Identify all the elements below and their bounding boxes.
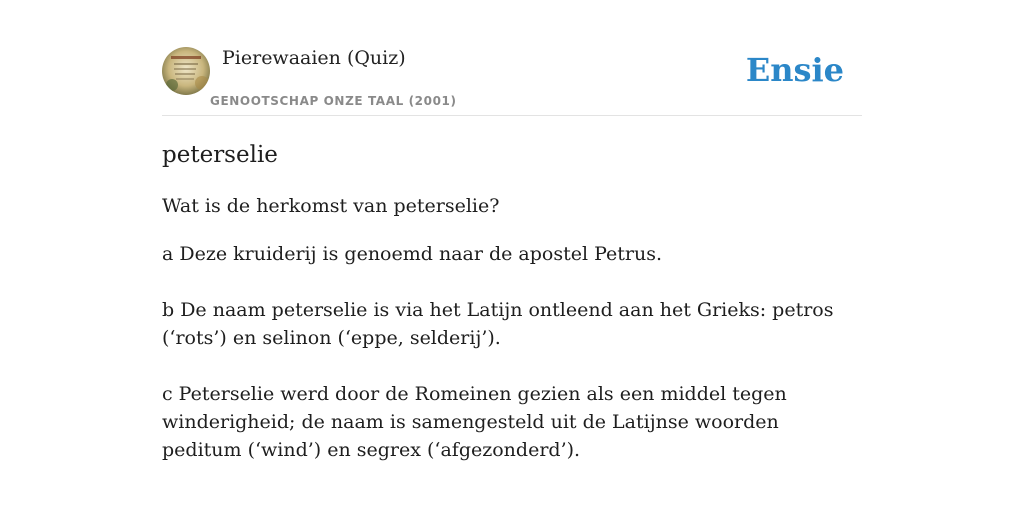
answer-option-c: c Peterselie werd door de Romeinen gezien als een middel tegen winderigheid; de naam is samengesteld uit de Latijnse woorden peditum (‘wind’) en segrex (‘afgezonderd’). [162, 383, 787, 461]
book-cover-icon [162, 47, 210, 95]
publisher-label: GENOOTSCHAP ONZE TAAL (2001) [210, 94, 457, 108]
answer-list [162, 240, 862, 492]
quiz-question: Wat is de herkomst van peterselie? [162, 195, 500, 217]
answer-option-a: a Deze kruiderij is genoemd naar de apostel Petrus. [162, 243, 663, 265]
page [162, 0, 862, 512]
answer-option-b: b De naam peterselie is via het Latijn ontleend aan het Grieks: petros (‘rots’) en selinon (‘eppe, selderij’). [162, 299, 834, 349]
book-cover-image[interactable] [162, 47, 210, 95]
entry-title: peterselie [162, 142, 278, 168]
brand-logo-link[interactable]: Ensie [745, 51, 844, 89]
header [162, 0, 862, 116]
work-title[interactable]: Pierewaaien (Quiz) [222, 47, 406, 69]
